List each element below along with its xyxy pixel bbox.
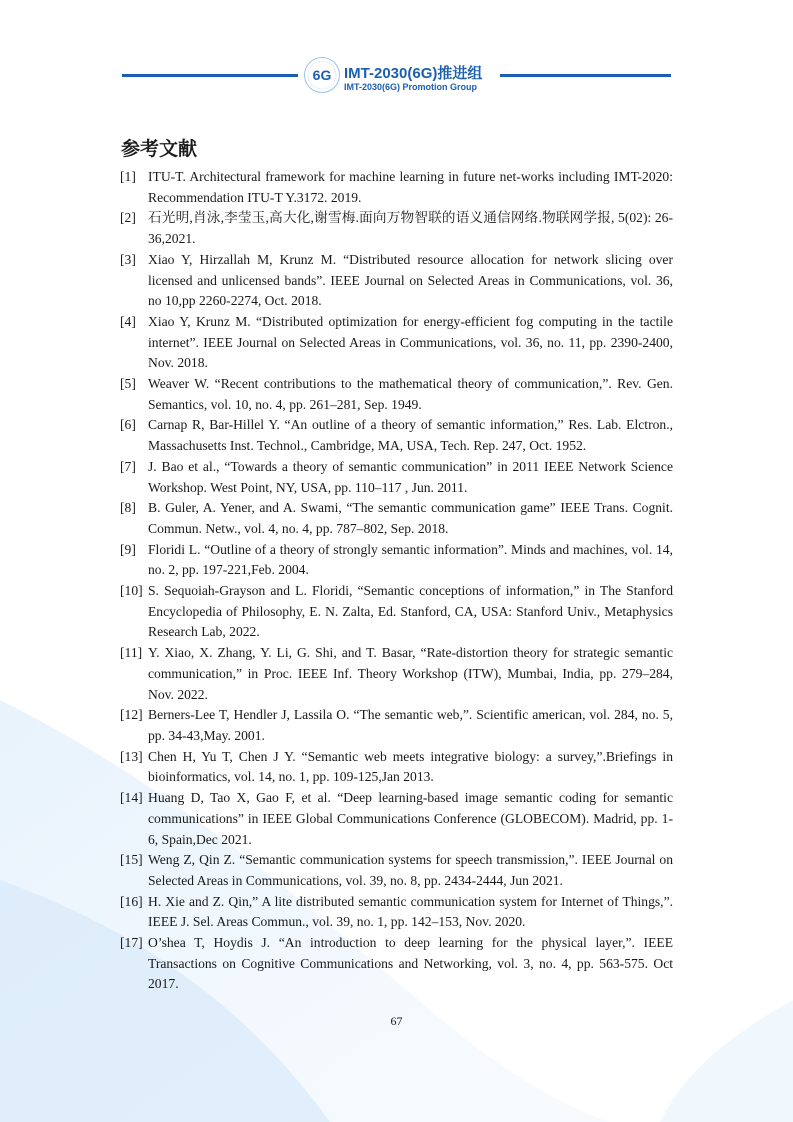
reference-text: H. Xie and Z. Qin,” A lite distributed semantic communication system for Internet of Things,”. IEEE J. Sel. Areas Commun., vol. 39, no. 1, pp. 142–153, Nov. 2020. (148, 893, 673, 930)
reference-number: [9] (120, 541, 136, 557)
reference-item (120, 374, 673, 415)
reference-number: [15] (120, 852, 143, 868)
reference-item (120, 705, 673, 746)
reference-number: [10] (120, 583, 143, 599)
reference-number: [1] (120, 169, 136, 184)
page-number: 67 (390, 1014, 403, 1028)
reference-text: Carnap R, Bar-Hillel Y. “An outline of a theory of semantic information,” Res. Lab. Elctron., Massachusetts Inst. Technol., Cambridge, MA, USA, Tech. Rep. 247, Oct. 1952. (148, 417, 673, 454)
reference-number: [17] (120, 935, 143, 951)
reference-item (120, 250, 673, 312)
reference-item (120, 498, 673, 539)
reference-text: Xiao Y, Hirzallah M, Krunz M. “Distributed resource allocation for network slicing over licensed and unlicensed bands”. IEEE Journal on Selected Areas in Communications, vol. 36, no 10,pp 2260-2274, Oct. 2018. (148, 251, 673, 309)
reference-number: [2] (120, 210, 136, 226)
reference-number: [16] (120, 893, 143, 909)
header-rule-left (122, 74, 298, 77)
reference-item (120, 208, 673, 249)
header-org-subtitle: IMT-2030(6G) Promotion Group (344, 82, 478, 92)
reference-item (120, 312, 673, 374)
reference-text: B. Guler, A. Yener, and A. Swami, “The semantic communication game” IEEE Trans. Cognit. Commun. Netw., vol. 4, no. 4, pp. 787–802, Sep. 2018. (148, 500, 673, 536)
reference-text: Floridi L. “Outline of a theory of strongly semantic information”. Minds and machines, vol. 14, no. 2, pp. 197-221,Feb. 2004. (148, 541, 673, 578)
reference-number: [4] (120, 313, 136, 329)
reference-text: O’shea T, Hoydis J. “An introduction to deep learning for the physical layer,”. IEEE Transactions on Cognitive Communications and Networking, vol. 3, no. 4, pp. 563-575. Oct 2017. (148, 935, 673, 992)
header-rule-right (500, 74, 671, 77)
imt-2030-logo-icon (303, 56, 341, 94)
logo-6g-text: 6G (312, 67, 332, 83)
reference-item (120, 850, 673, 891)
reference-item (120, 933, 673, 995)
reference-text: J. Bao et al., “Towards a theory of semantic communication” in 2011 IEEE Network Science Workshop. West Point, NY, USA, pp. 110–117 , Jun. 2011. (148, 458, 673, 495)
reference-text: 石光明,肖泳,李莹玉,高大化,谢雪梅.面向万物智联的语义通信网络.物联网学报, 5(02): 26-36,2021. (148, 210, 673, 247)
reference-number: [11] (120, 645, 143, 661)
reference-number: [8] (120, 500, 136, 516)
reference-number: [13] (120, 748, 143, 764)
reference-number: [3] (120, 251, 136, 267)
reference-text: Huang D, Tao X, Gao F, et al. “Deep learning-based image semantic coding for semantic communications” in IEEE Global Communications Conference (GLOBECOM). Madrid, pp. 1-6, Spain,Dec 2021. (148, 790, 673, 847)
reference-number: [6] (120, 417, 136, 433)
reference-text: Weng Z, Qin Z. “Semantic communication systems for speech transmission,”. IEEE Journal on Selected Areas in Communications, vol. 39, no. 8, pp. 2434-2444, Jun 2021. (148, 852, 673, 888)
reference-item (120, 892, 673, 933)
reference-item (120, 643, 673, 705)
reference-text: Berners-Lee T, Hendler J, Lassila O. “The semantic web,”. Scientific american, vol. 284, no. 5, pp. 34-43,May. 2001. (148, 707, 673, 743)
reference-item (120, 747, 673, 788)
reference-list (120, 167, 673, 995)
reference-text: Chen H, Yu T, Chen J Y. “Semantic web meets integrative biology: a survey,”.Briefings in bioinformatics, vol. 14, no. 1, pp. 109-125,Jan 2013. (148, 748, 673, 785)
reference-item (120, 540, 673, 581)
reference-text: Xiao Y, Krunz M. “Distributed optimization for energy-efficient fog computing in the tactile internet”. IEEE Journal on Selected Areas in Communications, vol. 36, no. 11, pp. 2390-2400, Nov. 2018. (148, 313, 673, 371)
reference-number: [14] (120, 790, 143, 806)
reference-text: S. Sequoiah-Grayson and L. Floridi, “Semantic conceptions of information,” in The Stanford Encyclopedia of Philosophy, E. N. Zalta, Ed. Stanford, CA, USA: Stanford Univ., Metaphysics Research Lab, 2022. (148, 583, 673, 640)
section-title: 参考文献 (121, 138, 198, 160)
reference-item (120, 581, 673, 643)
header-org-title: IMT-2030(6G)推进组 (344, 65, 483, 82)
reference-item (120, 457, 673, 498)
reference-text: ITU-T. Architectural framework for machine learning in future net-works including IMT-2020: Recommendation ITU-T Y.3172. 2019. (148, 169, 673, 205)
reference-text: Y. Xiao, X. Zhang, Y. Li, G. Shi, and T. Basar, “Rate-distortion theory for strategic semantic communication,” in Proc. IEEE Inf. Theory Workshop (ITW), Mumbai, India, pp. 279–284, Nov. 2022. (148, 645, 673, 702)
reference-item (120, 167, 673, 208)
reference-number: [5] (120, 376, 136, 392)
reference-text: Weaver W. “Recent contributions to the mathematical theory of communication,”. Rev. Gen. Semantics, vol. 10, no. 4, pp. 261–281, Sep. 1949. (148, 376, 673, 412)
reference-item (120, 415, 673, 456)
reference-number: [12] (120, 707, 143, 723)
reference-number: [7] (120, 458, 136, 474)
reference-item (120, 788, 673, 850)
